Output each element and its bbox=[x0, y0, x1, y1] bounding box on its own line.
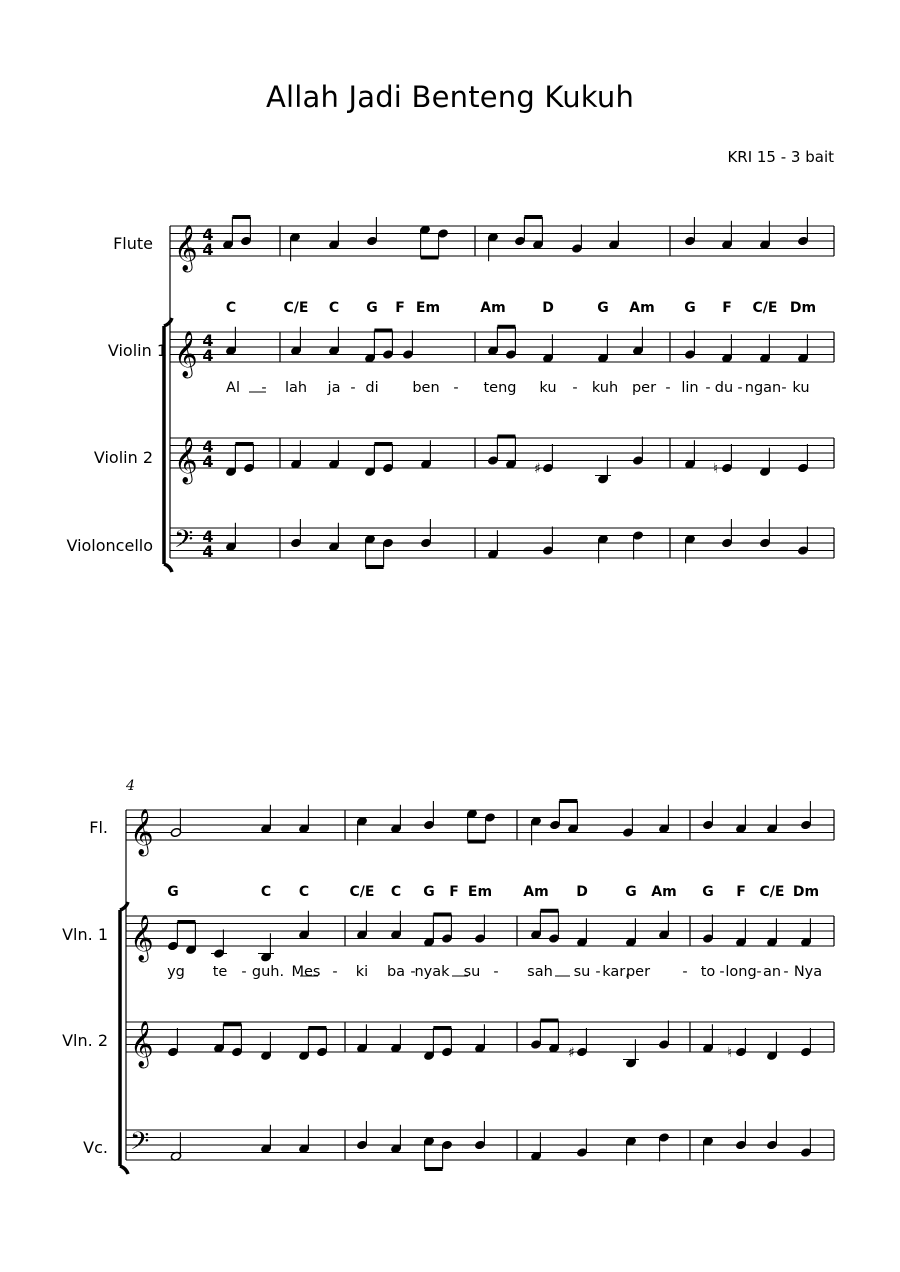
note bbox=[576, 1028, 588, 1057]
chord-symbol: C/E bbox=[759, 884, 785, 900]
note bbox=[576, 1129, 588, 1158]
chord-symbol: C bbox=[260, 884, 272, 900]
lyric-syllable: ben bbox=[412, 380, 440, 396]
note bbox=[658, 805, 670, 834]
lyric-syllable: du bbox=[714, 380, 734, 396]
note bbox=[530, 1021, 542, 1050]
note bbox=[356, 816, 368, 845]
instrument-label-violin2-short: Vln. 2 bbox=[62, 1031, 108, 1050]
lyric-hyphen: - bbox=[493, 964, 499, 980]
note bbox=[390, 1024, 402, 1053]
chord-symbol: G bbox=[702, 884, 714, 900]
note bbox=[487, 327, 499, 356]
note bbox=[290, 327, 302, 356]
note bbox=[167, 1028, 179, 1057]
note bbox=[328, 523, 340, 552]
note bbox=[597, 534, 609, 563]
note bbox=[542, 527, 554, 556]
staff-bracket bbox=[120, 902, 128, 1174]
note bbox=[608, 221, 620, 250]
chord-symbol: G bbox=[597, 300, 609, 316]
lyric-hyphen: - bbox=[719, 964, 725, 980]
note bbox=[759, 221, 771, 250]
note bbox=[622, 809, 634, 838]
lyric-hyphen: - bbox=[783, 964, 789, 980]
chord-symbol: Dm bbox=[792, 884, 820, 900]
note bbox=[240, 217, 252, 246]
chord-symbol: Am bbox=[523, 884, 549, 900]
instrument-label-flute-short: Fl. bbox=[89, 818, 108, 837]
chord-symbol: C bbox=[225, 300, 237, 316]
note bbox=[328, 327, 340, 356]
note bbox=[420, 519, 432, 548]
instrument-label-violin1-short: Vln. 1 bbox=[62, 925, 108, 944]
lyric-hyphen: - bbox=[781, 380, 787, 396]
lyric-syllable: lin bbox=[681, 380, 699, 396]
chord-symbol: C bbox=[298, 884, 310, 900]
note bbox=[766, 1121, 778, 1150]
note bbox=[530, 1132, 542, 1161]
lyric-syllable: lah bbox=[284, 380, 308, 396]
note bbox=[423, 801, 435, 830]
note bbox=[530, 816, 542, 845]
lyric-syllable: per bbox=[625, 964, 651, 980]
note bbox=[441, 1028, 453, 1057]
note bbox=[766, 918, 778, 947]
note bbox=[530, 911, 542, 940]
note bbox=[684, 440, 696, 469]
staff bbox=[126, 810, 834, 840]
note bbox=[797, 217, 809, 246]
note bbox=[625, 918, 637, 947]
lyric-hyphen: - bbox=[737, 380, 743, 396]
note bbox=[721, 444, 733, 473]
note bbox=[390, 805, 402, 834]
note bbox=[258, 933, 274, 962]
lyric-hyphen: - bbox=[756, 964, 762, 980]
chord-symbol: F bbox=[395, 300, 405, 316]
note bbox=[487, 530, 499, 559]
accidental: ♮ bbox=[727, 1045, 733, 1061]
note bbox=[735, 1028, 747, 1057]
lyric-syllable: ngan bbox=[744, 380, 782, 396]
note bbox=[721, 334, 733, 363]
score-subtitle: KRI 15 - 3 bait bbox=[727, 148, 834, 166]
note bbox=[437, 228, 449, 257]
note bbox=[658, 1132, 670, 1161]
lyric-hyphen: - bbox=[453, 380, 459, 396]
note bbox=[797, 334, 809, 363]
time-signature-numerator: 4 bbox=[202, 437, 214, 456]
note bbox=[356, 1024, 368, 1053]
note bbox=[514, 217, 526, 246]
lyric-syllable: Mes bbox=[291, 964, 321, 980]
chord-symbol: C/E bbox=[752, 300, 778, 316]
treble-clef-icon: 𝄞 bbox=[130, 1021, 154, 1067]
note bbox=[170, 1132, 182, 1161]
bass-clef-icon: 𝄢 bbox=[130, 1127, 150, 1162]
note bbox=[170, 809, 182, 838]
note bbox=[487, 437, 499, 466]
note bbox=[382, 538, 394, 567]
chord-symbol: Am bbox=[480, 300, 506, 316]
note bbox=[211, 930, 227, 959]
lyric-syllable: Nya bbox=[793, 964, 823, 980]
lyric-syllable: ku bbox=[539, 380, 557, 396]
time-signature-denominator: 4 bbox=[202, 346, 214, 365]
note bbox=[356, 911, 368, 940]
note bbox=[420, 440, 432, 469]
note bbox=[328, 440, 340, 469]
chord-symbol: Am bbox=[629, 300, 655, 316]
note bbox=[735, 1121, 747, 1150]
lyric-syllable: ku bbox=[792, 380, 810, 396]
note bbox=[382, 444, 394, 473]
note bbox=[759, 519, 771, 548]
note bbox=[632, 327, 644, 356]
note bbox=[595, 455, 611, 484]
note bbox=[542, 334, 554, 363]
bass-clef-icon: 𝄢 bbox=[174, 525, 194, 560]
chord-symbol: F bbox=[736, 884, 746, 900]
lyric-hyphen: - bbox=[350, 380, 356, 396]
lyric-syllable: nyak bbox=[414, 964, 450, 980]
lyric-syllable: yg bbox=[167, 964, 185, 980]
lyric-hyphen: - bbox=[572, 380, 578, 396]
lyric-syllable: long bbox=[725, 964, 757, 980]
note bbox=[441, 1140, 453, 1169]
note bbox=[576, 918, 588, 947]
staff bbox=[170, 226, 834, 256]
chord-symbol: C bbox=[328, 300, 340, 316]
note bbox=[290, 440, 302, 469]
note bbox=[289, 232, 301, 261]
note bbox=[721, 519, 733, 548]
accidental: ♯ bbox=[568, 1045, 575, 1061]
instrument-label-cello-short: Vc. bbox=[83, 1138, 108, 1157]
chord-symbol: Am bbox=[651, 884, 677, 900]
lyric-syllable: an bbox=[762, 964, 782, 980]
note bbox=[260, 1125, 272, 1154]
chord-symbol: C/E bbox=[283, 300, 309, 316]
staff bbox=[170, 528, 834, 558]
measure-number: 4 bbox=[126, 778, 135, 794]
chord-symbol: D bbox=[542, 300, 554, 316]
note bbox=[759, 334, 771, 363]
lyric-syllable: Al bbox=[226, 380, 240, 396]
note bbox=[571, 225, 583, 254]
lyric-syllable: kar, bbox=[602, 964, 630, 980]
chord-symbol: G bbox=[366, 300, 378, 316]
note bbox=[623, 1039, 639, 1068]
note bbox=[390, 911, 402, 940]
note bbox=[658, 911, 670, 940]
note bbox=[298, 805, 310, 834]
note bbox=[474, 1121, 486, 1150]
note bbox=[167, 922, 179, 951]
note bbox=[721, 221, 733, 250]
lyric-syllable: ki bbox=[355, 964, 369, 980]
note bbox=[260, 805, 272, 834]
instrument-label-cello: Violoncello bbox=[66, 536, 153, 555]
chord-symbol: Dm bbox=[789, 300, 817, 316]
note bbox=[684, 331, 696, 360]
lyric-hyphen: - bbox=[241, 964, 247, 980]
lyric-syllable: su bbox=[463, 964, 481, 980]
note bbox=[390, 1125, 402, 1154]
chord-symbol: D bbox=[576, 884, 588, 900]
time-signature-numerator: 4 bbox=[202, 225, 214, 244]
chord-symbol: C bbox=[390, 884, 402, 900]
note bbox=[597, 334, 609, 363]
note bbox=[474, 1024, 486, 1053]
note bbox=[298, 1125, 310, 1154]
lyric-syllable: ba bbox=[386, 964, 406, 980]
note bbox=[549, 801, 561, 830]
note bbox=[759, 448, 771, 477]
lyric-hyphen: - bbox=[332, 964, 338, 980]
note bbox=[290, 519, 302, 548]
time-signature-denominator: 4 bbox=[202, 240, 214, 259]
chord-symbol: Em bbox=[467, 884, 493, 900]
note bbox=[487, 232, 499, 261]
lyric-hyphen: - bbox=[261, 380, 267, 396]
note bbox=[225, 523, 237, 552]
chord-symbol: C/E bbox=[349, 884, 375, 900]
lyric-hyphen: - bbox=[410, 964, 416, 980]
lyric-syllable: te bbox=[212, 964, 228, 980]
note bbox=[328, 221, 340, 250]
chord-symbol: G bbox=[423, 884, 435, 900]
note bbox=[735, 805, 747, 834]
chord-symbol: F bbox=[449, 884, 459, 900]
note bbox=[625, 1136, 637, 1165]
instrument-label-violin1: Violin 1 bbox=[107, 341, 167, 360]
treble-clef-icon: 𝄞 bbox=[174, 331, 198, 377]
note bbox=[658, 1021, 670, 1050]
chord-symbol: G bbox=[167, 884, 179, 900]
note bbox=[213, 1024, 225, 1053]
note bbox=[702, 1136, 714, 1165]
note bbox=[800, 1028, 812, 1057]
lyric-syllable: per bbox=[631, 380, 657, 396]
note bbox=[632, 530, 644, 559]
note bbox=[298, 911, 310, 940]
note bbox=[797, 527, 809, 556]
lyric-syllable: guh. bbox=[251, 964, 285, 980]
note bbox=[225, 327, 237, 356]
note bbox=[800, 801, 812, 830]
lyric-syllable: ja bbox=[327, 380, 341, 396]
lyric-syllable: di bbox=[365, 380, 379, 396]
lyric-hyphen: - bbox=[595, 964, 601, 980]
note bbox=[382, 331, 394, 360]
chord-symbol: G bbox=[625, 884, 637, 900]
note bbox=[797, 444, 809, 473]
note bbox=[632, 437, 644, 466]
treble-clef-icon: 𝄞 bbox=[174, 225, 198, 271]
treble-clef-icon: 𝄞 bbox=[130, 915, 154, 961]
note bbox=[366, 217, 378, 246]
chord-symbol: Em bbox=[415, 300, 441, 316]
note bbox=[243, 444, 255, 473]
lyric-syllable: sah bbox=[527, 964, 553, 980]
accidental: ♮ bbox=[713, 461, 719, 477]
lyric-hyphen: - bbox=[665, 380, 671, 396]
note bbox=[474, 915, 486, 944]
treble-clef-icon: 𝄞 bbox=[130, 809, 154, 855]
lyric-hyphen: - bbox=[682, 964, 688, 980]
lyric-syllable: to bbox=[700, 964, 716, 980]
note bbox=[702, 915, 714, 944]
time-signature-numerator: 4 bbox=[202, 527, 214, 546]
treble-clef-icon: 𝄞 bbox=[174, 437, 198, 483]
score-title: Allah Jadi Benteng Kukuh bbox=[265, 80, 635, 114]
lyric-hyphen: - bbox=[705, 380, 711, 396]
note bbox=[356, 1121, 368, 1150]
staff bbox=[170, 438, 834, 468]
note bbox=[316, 1028, 328, 1057]
note bbox=[766, 805, 778, 834]
lyric-syllable: kuh bbox=[591, 380, 619, 396]
accidental: ♯ bbox=[534, 461, 541, 477]
note bbox=[800, 918, 812, 947]
lyric-syllable: teng bbox=[483, 380, 517, 396]
instrument-label-flute: Flute bbox=[113, 234, 153, 253]
note bbox=[542, 444, 554, 473]
time-signature-numerator: 4 bbox=[202, 331, 214, 350]
chord-symbol: F bbox=[722, 300, 732, 316]
time-signature-denominator: 4 bbox=[202, 542, 214, 561]
time-signature-denominator: 4 bbox=[202, 452, 214, 471]
chord-symbol: G bbox=[684, 300, 696, 316]
note bbox=[441, 915, 453, 944]
note bbox=[684, 534, 696, 563]
note bbox=[766, 1032, 778, 1061]
note bbox=[702, 1024, 714, 1053]
staff bbox=[170, 332, 834, 362]
note bbox=[800, 1129, 812, 1158]
note bbox=[684, 217, 696, 246]
instrument-label-violin2: Violin 2 bbox=[93, 448, 153, 467]
note bbox=[735, 918, 747, 947]
note bbox=[484, 812, 496, 841]
note bbox=[260, 1032, 272, 1061]
lyric-syllable: su bbox=[573, 964, 591, 980]
note bbox=[402, 331, 414, 360]
note bbox=[702, 801, 714, 830]
